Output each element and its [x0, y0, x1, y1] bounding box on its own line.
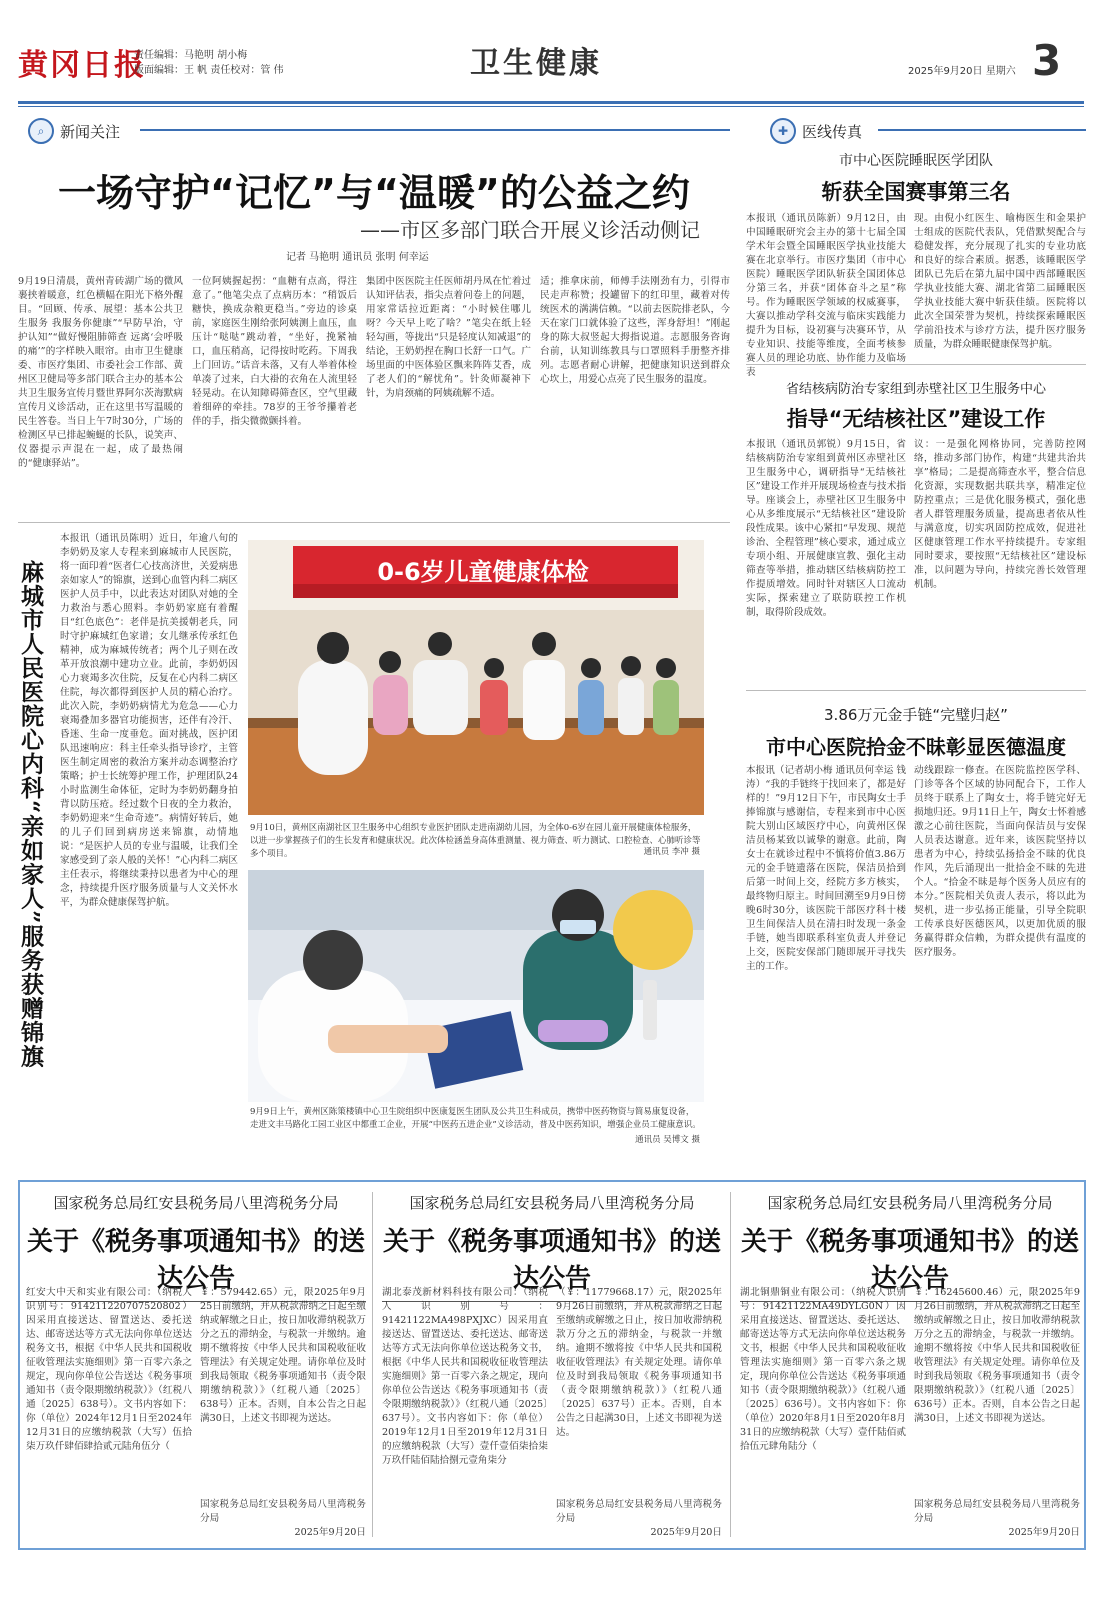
vertical-headline: 麻城市人民医院心内科“亲如家人”服务获赠锦旗 — [17, 560, 44, 1069]
notice3-org: 国家税务总局红安县税务局八里湾税务分局 — [767, 1194, 1053, 1212]
photo1-credit: 通讯员 李冲 摄 — [643, 847, 700, 857]
main-story-col2: 一位阿姨握起拐：“血糖有点高，得注意了。”他笔尖点了点病历本：“稍饭后糖快，换成杂粮更稳当。”旁边的诊桌前，家庭医生刚给张阿姨测上血压，血压计“哒哒”跳动着，“坐好，挽紧袖口，血压稍高，记得按时吃药。下周我上门回访。”话音未落，又有人举着体检单凑了过来，白大褂的衣角在人流里轻轻晃动。在认知障碍筛查区，空气里藏着细碎的牵挂。78岁的王爷爷攥着老伴的手，指尖微微颤抖着。 — [192, 276, 357, 427]
divider — [746, 690, 1086, 691]
notice2-date: 2025年9月20日 — [650, 1527, 722, 1538]
divider — [746, 364, 1086, 365]
story-sleep-team — [746, 150, 1086, 206]
column-tag-medical — [770, 118, 862, 144]
issue-date: 2025年9月20日 星期六 — [908, 66, 1016, 77]
column-tag-rule-right — [878, 129, 1086, 131]
masthead-rule — [18, 101, 1084, 104]
vertical-story-body: 本报讯（通讯员陈明）近日，年逾八旬的李奶奶及家人专程来到麻城市人民医院，将一面印着“医者仁心技高济世，关爱病患亲如家人”的锦旗，送到心血管内科二病区医护人员手中，以此表达对团队对她的全力救治与悉心照料。李奶奶家庭有着醒目“红色底色”：老伴是抗美援朝老兵，同时守护麻城红色家谱；女儿继承传承红色精神，成为麻城传统者；两个儿子则在改革开放浪潮中建功立业。此前，李奶奶因心力衰竭多次住院，反复在心内科二病区住院，每次都得到医护人员的精心治疗。此次入院，李奶奶病情尤为危急——心力衰竭叠加多器官功能损害，还伴有冷汗、昏迷、生命一度垂危。面对挑战，医护团队迅速响应：科主任牵头指导诊疗，主管医生制定周密的救治方案并动态调整治疗策略；护士长统筹护理工作，护理团队24小时监测生命体征，定时为李奶奶翻身拍背以防压疮。经过数个日夜的全力救治，李奶奶迎来“生命奇迹”。病情好转后，她的儿子们回到病房送来锦旗，动情地说：“是医护人员的专业与温暖，让我们全家感受到了亲人般的关怀！”心内科二病区主任表示，将继续秉持以患者为中心的理念，持续提升医疗服务质量与人文关怀水平，为群众健康保驾护航。 — [60, 533, 238, 908]
story3-body-left: 本报讯（记者胡小梅 通讯员何幸运 钱涛）“我的手链终于找回来了，都是好样的！”9月12日下午，市民陶女士手捧锦旗与感谢信，专程来到市中心医院大别山区域医疗中心，向黄州区保洁员杨某致以诚挚的谢意。此前，陶女士在就诊过程中不慎将价值3.86万元的金手链遗落在医院，保洁员拾到后第一时间上交，经院方多方核实，最终物归原主。时间回溯至9月9日傍晚6时30分，该医院干部医疗科十楼卫生间保洁人员在清扫时发现一条金手链，她当即联系科室负责人并登记上交，医院安保部门随即展开寻找失主的工作。 — [746, 765, 906, 972]
story1-body-right: 现。由倪小红医生、喻梅医生和金果护士组成的医院代表队，凭借默契配合与稳健发挥，充分展现了扎实的专业功底和良好的综合素质。据悉，该睡眠医学团队已先后在第九届中国中西部睡眠医学执业技能大赛、湖北省第二届睡眠医学执业技能大赛中斩获佳绩。医院将以此次全国荣誉为契机，持续探索睡眠医学前沿技术与诊疗方法，提升医疗服务质量，为群众睡眠健康保驾护航。 — [914, 213, 1086, 350]
story1-kicker: 市中心医院睡眠医学团队 — [839, 153, 993, 169]
photo-clinic-scene — [248, 870, 704, 1102]
main-story-col3: 集团中医医院主任医师胡丹凤在忙着过认知评估表，指尖点着问卷上的问题，用家常话拉近距离：“小时候住哪儿呀？今天早上吃了啥？”笔尖在纸上轻轻勾画，等拢出“只是轻度认知减退”的结论，王奶奶捏在胸口长舒一口气。广场里面的中医体验区飘来阵阵艾香，成了老人们的“解忧角”。针灸师凝神下针，为肩颈痛的阿姨疏解不适。 — [366, 276, 531, 399]
tax-notice-1 — [26, 1192, 366, 1542]
notice1-text-b: ￥：579442.65）元，限2025年9月25日前缴纳，并从税款滞纳之日起至缴纳或解缴之日止，按日加收滞纳税款万分之五的滞纳金，与税款一并缴纳。逾期不缴将按《中华人民共和国税收征收管理法》有关规定处理。请你单位及时到我局领取《税务事项通知书（责令限期缴纳税款）》（红税八通〔2025〕638号）正本。否则，自本公告之日起满30日，上述文书即视为送达。 — [200, 1287, 366, 1424]
masthead — [0, 0, 1101, 108]
story-tb-prevention — [746, 378, 1086, 433]
column-tag-medical-label: 医线传真 — [802, 122, 863, 141]
notice-separator — [372, 1192, 373, 1537]
main-headline: 一场守护“记忆”与“温暖”的公益之约 — [58, 171, 690, 215]
notice2-text-b: （￥：11779668.17）元，限2025年9月26日前缴纳，并从税款滞纳之日起至缴纳或解缴之日止，按日加收滞纳税款万分之五的滞纳金，与税款一并缴纳。逾期不缴将按《中华人民共和国税收征收管理法》有关规定处理。请你单位及时到我局领取《税务事项通知书（责令限期缴纳税款）》（红税八通〔2025〕637号）正本。否则，自本公告之日起满30日，上述文书即视为送达。 — [556, 1287, 722, 1438]
column-tag-news — [28, 118, 120, 144]
story3-body-right: 动线跟踪一修查。在医院监控医学科、门诊等各个区域的协同配合下，工作人员终于联系上了陶女士，将手链完好无损地归还。9月11日上午，陶女士怀着感激之心前往医院，当面向保洁员与安保人员表达谢意。近年来，该医院坚持以患者为中心，持续弘扬拾金不昧的优良作风，先后涌现出一批拾金不昧的先进个人。“拾金不昧是每个医务人员应有的本分。”医院相关负责人表示，将以此为契机，进一步弘扬正能量，引导全院职工传承良好医德医风，以更加优质的服务赢得群众信赖，为群众提供有温度的医疗服务。 — [914, 765, 1086, 958]
story2-kicker: 省结核病防治专家组到赤壁社区卫生服务中心 — [785, 382, 1046, 397]
newspaper-logo: 黄冈日报 — [18, 48, 146, 83]
tax-notice-2 — [382, 1192, 722, 1542]
masthead-rule-thin — [18, 106, 1084, 107]
notice2-org: 国家税务总局红安县税务局八里湾税务分局 — [409, 1194, 695, 1212]
tax-notice-3 — [740, 1192, 1080, 1542]
photo-children-health-check — [248, 540, 704, 815]
page-number: 3 — [1032, 36, 1062, 85]
story2-body-right: 议：一是强化网格协同，完善防控网络，推动多部门协作，构建“共建共治共享”格局；二是提高筛查水平，整合信息化资源，实现数据共联共享，精准定位防控重点；三是优化服务模式，强化患者人群管理服务质量，提高患者依从性与满意度，切实巩固防控成效，促进社区健康管理工作水平持续提升。专家组同时要求，要按照“无结核社区”建设标准，以问题为导向，持续完善长效管理机制。 — [914, 439, 1086, 590]
notice3-date: 2025年9月20日 — [1008, 1527, 1080, 1538]
photo2-credit: 通讯员 吴博文 摄 — [635, 1135, 700, 1145]
photo1-caption: 9月10日，黄州区南湖社区卫生服务中心组织专业医护团队走进南湖幼儿园，为全体0-6岁在园儿童开展健康体检服务，以进一步掌握孩子们的生长发育和健康状况。此次体检涵盖身高体重测量、视力筛查、听力测试、口腔检查、心肺听诊等多个项目。 — [250, 823, 701, 859]
notice-separator — [730, 1192, 731, 1537]
editor-line-1: 责任编辑：马艳明 胡小梅 — [134, 50, 248, 61]
story3-kicker: 3.86万元金手链“完璧归赵” — [824, 706, 1008, 724]
story2-body-left: 本报讯（通讯员郭锐）9月15日，省结核病防治专家组到黄州区赤壁社区卫生服务中心，调研指导“无结核社区”建设工作并开展现场检查与技术指导。座谈会上，赤壁社区卫生服务中心从多维度展示“无结核社区”建设阶段性成果。该中心紧扣“早发现、规范诊治、全程管理”核心要求，通过成立专项小组、开展健康宣教、强化主动筛查等举措，推动辖区结核病防控工作提质增效。同时针对辖区人口流动实际，探索建立了联防联控工作机制，取得阶段成效。 — [746, 439, 906, 618]
notice2-title: 关于《税务事项通知书》的送达公告 — [382, 1227, 721, 1294]
stethoscope-icon: ✚ — [770, 118, 796, 144]
notice3-text-b: ￥：16245600.46）元，限2025年9月26日前缴纳，并从税款滞纳之日起至缴纳或解缴之日止，按日加收滞纳税款万分之五的滞纳金，与税款一并缴纳。逾期不缴将按《中华人民共和国税收征收管理法》有关规定处理。请你单位及时到我局领取《税务事项通知书（责令限期缴纳税款）》（红税八通〔2025〕636号）正本。否则，自本公告之日起满30日，上述文书即视为送达。 — [914, 1287, 1080, 1424]
story2-headline: 指导“无结核社区”建设工作 — [786, 407, 1046, 431]
main-story-col1: 9月19日清晨，黄州青砖湖广场的微风裹挟着暖意，红色横幅在阳光下格外醒目。“回顾、传承、展望：基本公共卫生服务 我服务你健康”“早防早治，守护认知”“做好慢阻肺筛查 远离‘会呼吸的痛’”的字样映入眼帘。由市卫生健康委、市医疗集团、市委社会工作部、黄州区卫健局等多部门联合主办的基本公共卫生服务宣传月暨世界阿尔茨海默病宣传月义诊活动，正在这里书写温暖的民生答卷。当日上午7时30分，广场的检测区早已排起蜿蜒的长队，说笑声、仪器提示声混在一起，成了最热闹的“健康驿站”。 — [18, 276, 183, 469]
story1-body-left: 本报讯（通讯员陈新）9月12日，由中国睡眠研究会主办的第十七届全国学术年会暨全国睡眠医学执业技能大赛在北京举行。市医疗集团（市中心医院）睡眠医学团队斩获全国团体总分第三名，并获“团体奋斗之星”称号。作为睡眠医学领域的权威赛事，大赛以推动学科交流与临床实践能力提升为目标，设初赛与决赛环节，从专业知识、技能等维度，全面考核参赛人员的理论功底、协作能力及临场表 — [746, 213, 906, 378]
notice2-text-a: 湖北泰茂新材料科技有限公司：（纳税人识别号：91421122MA498PXJXC）因采用直接送达、留置送达、委托送达、邮寄送达等方式无法向你单位送达税务文书，根据《中华人民共和国税收征收管理法实施细则》第一百零六条之规定，现向你单位公告送达《税务事项通知书（责令限期缴纳税款）》（红税八通〔2025〕637号）。文书内容如下：你（单位）2019年12月1日至2019年12月31日的应缴纳税款（大写）壹仟壹佰柒拾柒万玖仟陆佰陆拾捌元壹角柒分 — [382, 1287, 548, 1466]
notice3-signature: 国家税务总局红安县税务局八里湾税务分局 — [914, 1499, 1080, 1524]
search-person-icon: ⌕ — [28, 118, 54, 144]
photo2-caption: 9月9日上午，黄州区陈策楼镇中心卫生院组织中医康复医生团队及公共卫生科成员，携带中医药物资与简易康复设备，走进文丰马路化工园工业区中都重工企业，开展“中医药五进企业”义诊活动，普及中医药知识，增强企业员工健康意识。 — [250, 1107, 701, 1130]
notice1-text-a: 红安大中天和实业有限公司：（纳税人识别号：914211220707520802）因采用直接送达、留置送达、委托送达、邮寄送达等方式无法向你单位送达税务文书，根据《中华人民共和国税收征收管理法实施细则》第一百零六条之规定，现向你单位公告送达《税务事项通知书（责令限期缴纳税款）》（红税八通〔2025〕638号）。文书内容如下：你（单位）2024年12月1日至2024年12月31日的应缴纳税款（大写）伍拾柒万玖仟肆佰肆拾贰元陆角伍分（ — [26, 1287, 192, 1452]
notice1-date: 2025年9月20日 — [294, 1527, 366, 1538]
story3-headline: 市中心医院拾金不昧彰显医德温度 — [766, 735, 1066, 759]
notice1-signature: 国家税务总局红安县税务局八里湾税务分局 — [200, 1499, 366, 1524]
column-tag-rule — [140, 129, 730, 131]
story1-headline: 斩获全国赛事第三名 — [821, 180, 1011, 204]
story-gold-bracelet — [746, 704, 1086, 760]
notice3-title: 关于《税务事项通知书》的送达公告 — [740, 1227, 1079, 1294]
divider — [18, 522, 730, 523]
notice3-text-a: 湖北铜鼎铜业有限公司：（纳税人识别号：91421122MA49DYLG0N）因采用直接送达、留置送达、委托送达、邮寄送达等方式无法向你单位送达税务文书，根据《中华人民共和国税收征收管理法实施细则》第一百零六条之规定，现向你单位公告送达《税务事项通知书（责令限期缴纳税款）》（红税八通〔2025〕636号）。文书内容如下：你（单位）2020年8月1日至2020年8月31日的应缴纳税款（大写）壹仟陆佰贰拾伍元肆角陆分（ — [740, 1287, 906, 1452]
main-byline: 记者 马艳明 通讯员 张明 何幸运 — [286, 252, 429, 263]
main-subheadline: ——市区多部门联合开展义诊活动侧记 — [360, 218, 700, 242]
photo-banner-text: 0-6岁儿童健康体检 — [377, 558, 589, 586]
notice2-signature: 国家税务总局红安县税务局八里湾税务分局 — [556, 1499, 722, 1524]
photo-tcm-clinic — [248, 870, 704, 1102]
column-tag-news-label: 新闻关注 — [60, 122, 121, 141]
editor-line-2: 版面编辑：王 帆 责任校对：管 伟 — [134, 65, 284, 76]
notice1-title: 关于《税务事项通知书》的送达公告 — [26, 1227, 365, 1294]
section-title: 卫生健康 — [470, 46, 602, 81]
notice1-org: 国家税务总局红安县税务局八里湾税务分局 — [53, 1194, 339, 1212]
main-story-col4: 适；推拿床前，师傅手法刚劲有力，引得市民走声称赞；投罐留下的红印里，藏着对传统医术的满满信赖。“以前去医院排老队，今天在家门口就体验了这些，浑身舒坦！”刚起身的陈大叔竖起大拇指说道。志愿服务咨询台前，认知训练教具与口罩照料手册整齐排列。志愿者耐心讲解，把健康知识送到群众心坎上，用爱心点亮了民生服务的温度。 — [540, 276, 730, 385]
editor-credits — [134, 48, 284, 78]
